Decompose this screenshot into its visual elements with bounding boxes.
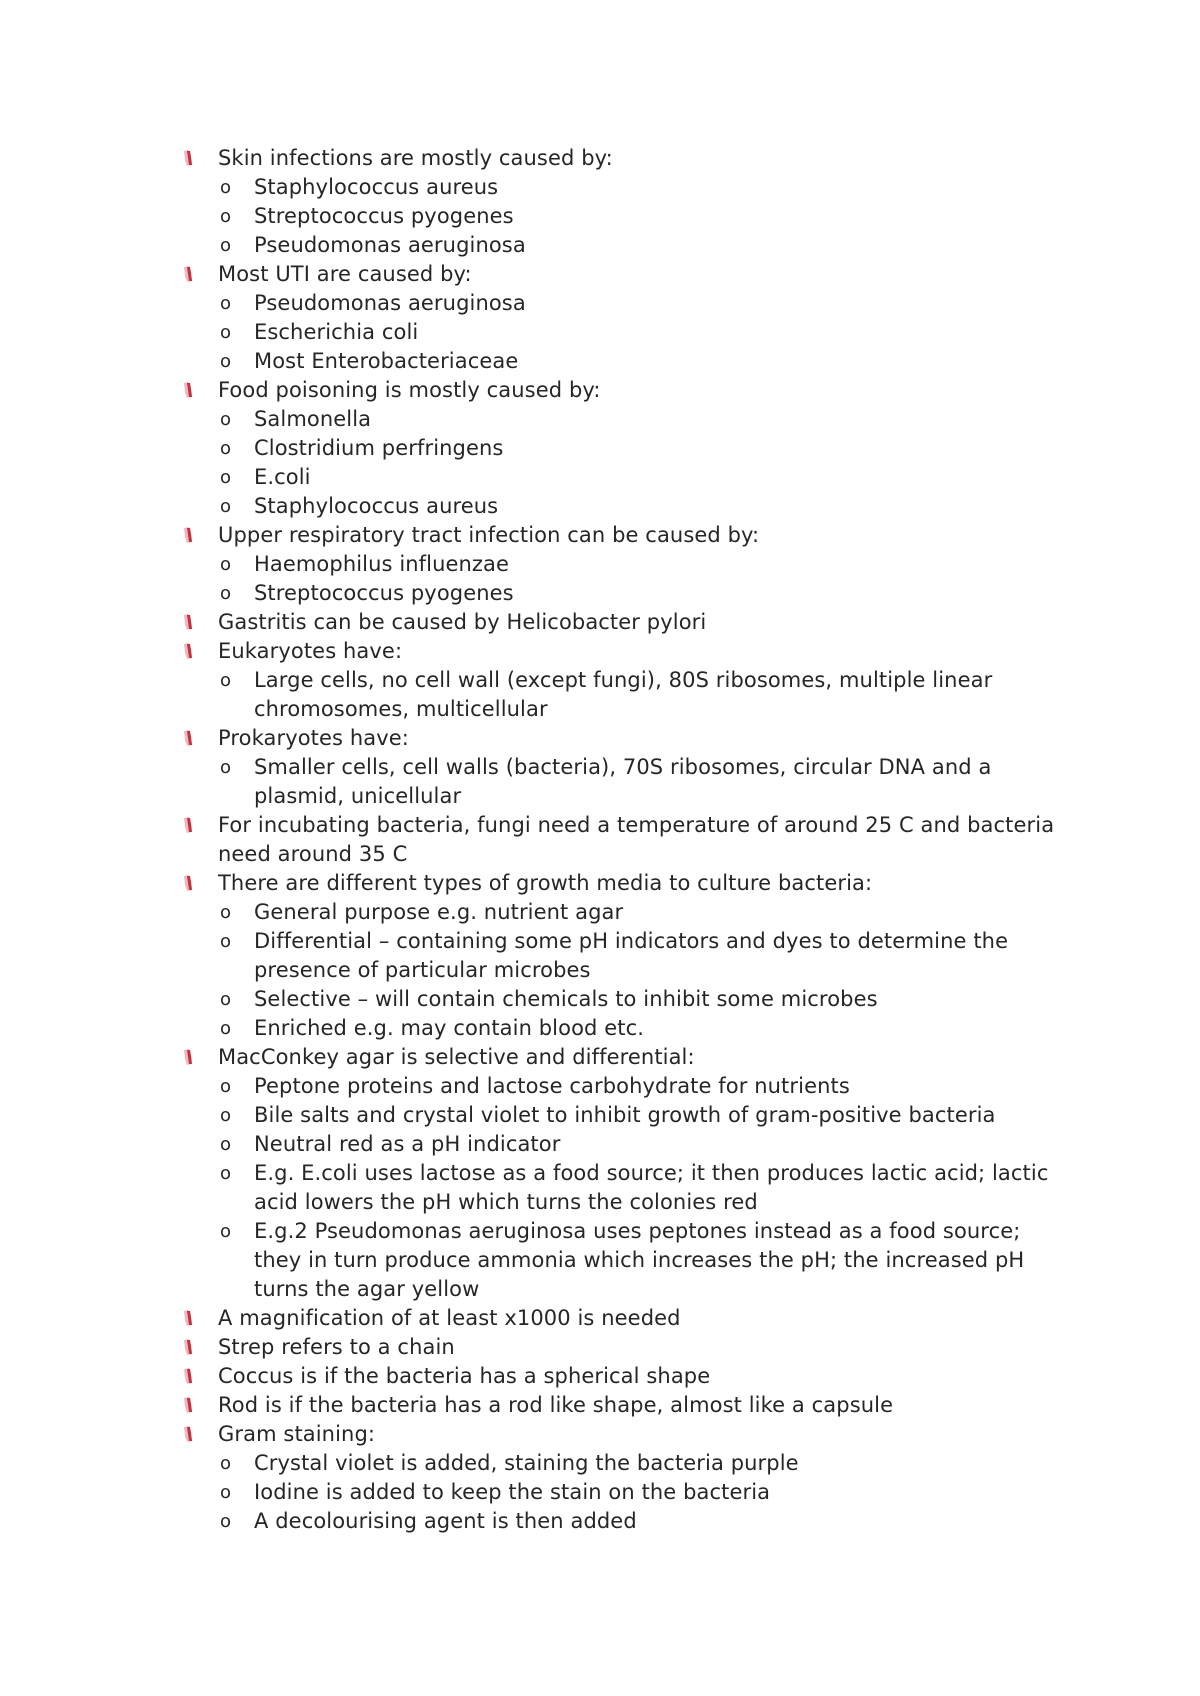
sub-list-item-text: E.g. E.coli uses lactose as a food source; it then produces lactic acid; lactic acid lowers the pH which turns the colonies red xyxy=(254,1161,1049,1214)
pink-ribbon-bullet-icon xyxy=(183,730,193,746)
sub-list-item-text: General purpose e.g. nutrient agar xyxy=(254,900,624,924)
sub-list-item xyxy=(180,405,1060,434)
sub-list-item-text: Streptococcus pyogenes xyxy=(254,204,514,228)
list-item-text: Food poisoning is mostly caused by: xyxy=(218,378,601,402)
circle-bullet-icon: o xyxy=(220,1163,232,1184)
sub-list-item-text: Staphylococcus aureus xyxy=(254,175,499,199)
sub-list-item-text: Crystal violet is added, staining the bacteria purple xyxy=(254,1451,799,1475)
sub-list-item-text: A decolourising agent is then added xyxy=(254,1509,637,1533)
sub-list-item xyxy=(180,898,1060,927)
sub-list-item-text: Clostridium perfringens xyxy=(254,436,504,460)
list-item-text: MacConkey agar is selective and differential: xyxy=(218,1045,695,1069)
sub-list-item xyxy=(180,666,1060,724)
list-item-text: There are different types of growth media to culture bacteria: xyxy=(218,871,873,895)
sub-list-item xyxy=(180,1217,1060,1304)
sub-list-item-text: Haemophilus influenzae xyxy=(254,552,510,576)
pink-ribbon-bullet-icon xyxy=(183,643,193,659)
circle-bullet-icon: o xyxy=(220,583,232,604)
list-item xyxy=(180,521,1060,550)
sub-list-item-text: Selective – will contain chemicals to inhibit some microbes xyxy=(254,987,878,1011)
list-item-text: Skin infections are mostly caused by: xyxy=(218,146,613,170)
list-item-text: Coccus is if the bacteria has a spherical shape xyxy=(218,1364,711,1388)
sub-list-item-text: Iodine is added to keep the stain on the bacteria xyxy=(254,1480,771,1504)
circle-bullet-icon: o xyxy=(220,467,232,488)
sub-list xyxy=(180,898,1060,1043)
sub-list-item-text: Peptone proteins and lactose carbohydrate for nutrients xyxy=(254,1074,850,1098)
sub-list xyxy=(180,550,1060,608)
circle-bullet-icon: o xyxy=(220,931,232,952)
list-item xyxy=(180,724,1060,753)
sub-list xyxy=(180,1449,1060,1536)
list-item-text: A magnification of at least x1000 is needed xyxy=(218,1306,681,1330)
list-item-text: Upper respiratory tract infection can be caused by: xyxy=(218,523,760,547)
circle-bullet-icon: o xyxy=(220,1105,232,1126)
sub-list xyxy=(180,173,1060,260)
sub-list-item-text: Staphylococcus aureus xyxy=(254,494,499,518)
sub-list-item xyxy=(180,1507,1060,1536)
sub-list-item-text: Neutral red as a pH indicator xyxy=(254,1132,561,1156)
list-item xyxy=(180,869,1060,898)
circle-bullet-icon: o xyxy=(220,1076,232,1097)
sub-list-item-text: Bile salts and crystal violet to inhibit growth of gram-positive bacteria xyxy=(254,1103,996,1127)
sub-list-item-text: Pseudomonas aeruginosa xyxy=(254,291,526,315)
sub-list-item xyxy=(180,318,1060,347)
sub-list-item xyxy=(180,1072,1060,1101)
circle-bullet-icon: o xyxy=(220,206,232,227)
list-item xyxy=(180,1043,1060,1072)
list-item xyxy=(180,1391,1060,1420)
sub-list-item xyxy=(180,753,1060,811)
sub-list-item xyxy=(180,231,1060,260)
sub-list-item-text: Streptococcus pyogenes xyxy=(254,581,514,605)
sub-list-item xyxy=(180,347,1060,376)
list-item-text: Most UTI are caused by: xyxy=(218,262,472,286)
list-item xyxy=(180,1362,1060,1391)
sub-list-item-text: Escherichia coli xyxy=(254,320,419,344)
pink-ribbon-bullet-icon xyxy=(183,1049,193,1065)
circle-bullet-icon: o xyxy=(220,1018,232,1039)
sub-list-item xyxy=(180,463,1060,492)
sub-list-item xyxy=(180,579,1060,608)
circle-bullet-icon: o xyxy=(220,351,232,372)
pink-ribbon-bullet-icon xyxy=(183,1339,193,1355)
pink-ribbon-bullet-icon xyxy=(183,1426,193,1442)
sub-list-item xyxy=(180,492,1060,521)
circle-bullet-icon: o xyxy=(220,438,232,459)
sub-list-item xyxy=(180,985,1060,1014)
pink-ribbon-bullet-icon xyxy=(183,1310,193,1326)
sub-list-item xyxy=(180,927,1060,985)
sub-list-item-text: E.g.2 Pseudomonas aeruginosa uses peptones instead as a food source; they in turn produce ammonia which increases the pH; the increased pH turns the agar yellow xyxy=(254,1219,1025,1301)
circle-bullet-icon: o xyxy=(220,235,232,256)
list-item xyxy=(180,608,1060,637)
sub-list-item xyxy=(180,202,1060,231)
sub-list-item-text: Pseudomonas aeruginosa xyxy=(254,233,526,257)
circle-bullet-icon: o xyxy=(220,322,232,343)
pink-ribbon-bullet-icon xyxy=(183,875,193,891)
sub-list-item-text: E.coli xyxy=(254,465,311,489)
sub-list-item xyxy=(180,1101,1060,1130)
sub-list-item xyxy=(180,173,1060,202)
circle-bullet-icon: o xyxy=(220,293,232,314)
pink-ribbon-bullet-icon xyxy=(183,527,193,543)
pink-ribbon-bullet-icon xyxy=(183,150,193,166)
list-item xyxy=(180,260,1060,289)
circle-bullet-icon: o xyxy=(220,1221,232,1242)
sub-list-item-text: Most Enterobacteriaceae xyxy=(254,349,519,373)
pink-ribbon-bullet-icon xyxy=(183,266,193,282)
notes-list xyxy=(180,144,1060,1536)
sub-list-item-text: Smaller cells, cell walls (bacteria), 70S ribosomes, circular DNA and a plasmid, unicellular xyxy=(254,755,992,808)
list-item-text: For incubating bacteria, fungi need a temperature of around 25 C and bacteria need around 35 C xyxy=(218,813,1055,866)
circle-bullet-icon: o xyxy=(220,1134,232,1155)
list-item xyxy=(180,811,1060,869)
list-item-text: Strep refers to a chain xyxy=(218,1335,455,1359)
sub-list xyxy=(180,289,1060,376)
pink-ribbon-bullet-icon xyxy=(183,614,193,630)
sub-list-item-text: Enriched e.g. may contain blood etc. xyxy=(254,1016,644,1040)
pink-ribbon-bullet-icon xyxy=(183,382,193,398)
sub-list xyxy=(180,753,1060,811)
list-item xyxy=(180,1304,1060,1333)
list-item-text: Gastritis can be caused by Helicobacter pylori xyxy=(218,610,707,634)
sub-list-item xyxy=(180,1449,1060,1478)
sub-list xyxy=(180,1072,1060,1304)
sub-list-item xyxy=(180,434,1060,463)
sub-list-item-text: Salmonella xyxy=(254,407,372,431)
sub-list xyxy=(180,405,1060,521)
sub-list-item xyxy=(180,1159,1060,1217)
circle-bullet-icon: o xyxy=(220,1453,232,1474)
circle-bullet-icon: o xyxy=(220,670,232,691)
list-item-text: Eukaryotes have: xyxy=(218,639,403,663)
sub-list-item xyxy=(180,1478,1060,1507)
list-item xyxy=(180,144,1060,173)
list-item xyxy=(180,376,1060,405)
pink-ribbon-bullet-icon xyxy=(183,817,193,833)
sub-list-item xyxy=(180,1130,1060,1159)
pink-ribbon-bullet-icon xyxy=(183,1397,193,1413)
sub-list-item xyxy=(180,1014,1060,1043)
sub-list-item-text: Differential – containing some pH indicators and dyes to determine the presence of particular microbes xyxy=(254,929,1009,982)
circle-bullet-icon: o xyxy=(220,902,232,923)
list-item xyxy=(180,637,1060,666)
circle-bullet-icon: o xyxy=(220,177,232,198)
circle-bullet-icon: o xyxy=(220,496,232,517)
circle-bullet-icon: o xyxy=(220,1511,232,1532)
sub-list-item xyxy=(180,289,1060,318)
list-item-text: Prokaryotes have: xyxy=(218,726,409,750)
list-item xyxy=(180,1420,1060,1449)
sub-list xyxy=(180,666,1060,724)
circle-bullet-icon: o xyxy=(220,1482,232,1503)
sub-list-item-text: Large cells, no cell wall (except fungi), 80S ribosomes, multiple linear chromosomes, multicellular xyxy=(254,668,993,721)
circle-bullet-icon: o xyxy=(220,757,232,778)
pink-ribbon-bullet-icon xyxy=(183,1368,193,1384)
list-item-text: Rod is if the bacteria has a rod like shape, almost like a capsule xyxy=(218,1393,894,1417)
sub-list-item xyxy=(180,550,1060,579)
circle-bullet-icon: o xyxy=(220,989,232,1010)
list-item xyxy=(180,1333,1060,1362)
circle-bullet-icon: o xyxy=(220,554,232,575)
list-item-text: Gram staining: xyxy=(218,1422,376,1446)
circle-bullet-icon: o xyxy=(220,409,232,430)
